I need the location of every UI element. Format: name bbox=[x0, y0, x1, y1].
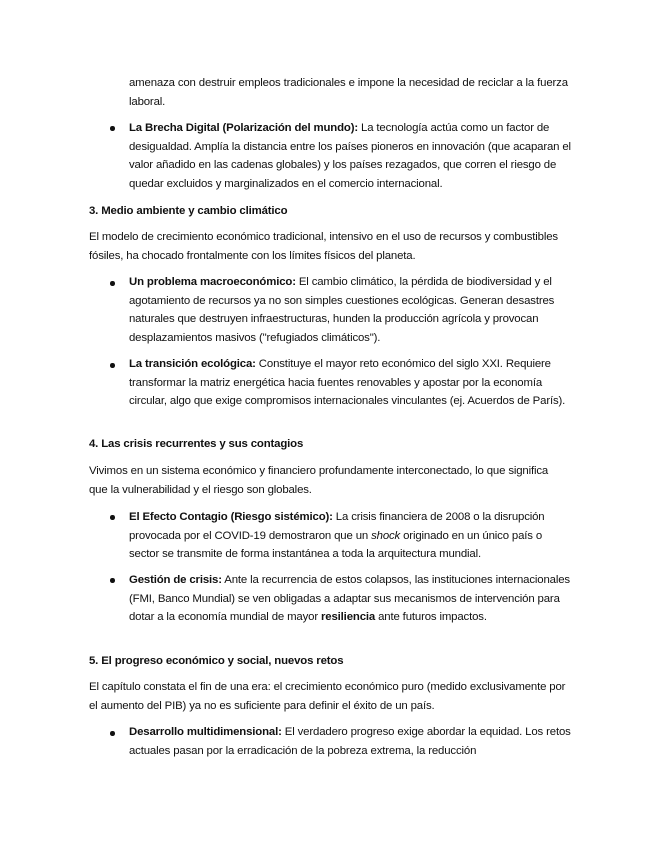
bullet-icon bbox=[110, 731, 115, 736]
bullet-gestion-crisis: Gestión de crisis: Ante la recurrencia de estos colapsos, las instituciones internacionales (FMI, Banco Mundial) se ven obligadas a adaptar sus mecanismos de intervención para dotar a la economía mundial de mayor resiliencia ante futuros impactos. bbox=[129, 574, 570, 624]
bullet-problema-macroeconomico: Un problema macroeconómico: El cambio climático, la pérdida de biodiversidad y el agotamiento de recursos ya no son simples cuestiones ecológicas. Generan desastres naturales que destruyen infraestructuras, hunden la producción agrícola y provocan desplazamientos masivos ("refugiados climáticos"). bbox=[129, 276, 555, 344]
section-3-heading: 3. Medio ambiente y cambio climático bbox=[89, 205, 288, 217]
bullet-icon bbox=[110, 363, 115, 368]
bullet-transicion-ecologica: La transición ecológica: Constituye el mayor reto económico del siglo XXI. Requiere transformar la matriz energética hacia fuentes renovables y apostar por la economía circular, algo que exige compromisos internacionales vinculantes (ej. Acuerdos de París). bbox=[129, 358, 566, 408]
section-4-heading: 4. Las crisis recurrentes y sus contagios bbox=[89, 438, 304, 450]
section-4-intro: Vivimos en un sistema económico y financiero profundamente interconectado, lo que significa que la vulnerabilidad y el riesgo son globales. bbox=[89, 465, 549, 496]
section-5-intro: El capítulo constata el fin de una era: el crecimiento económico puro (medido exclusivamente por el aumento del PIB) ya no es suficiente para definir el éxito de un país. bbox=[89, 681, 566, 712]
section-5-heading: 5. El progreso económico y social, nuevos retos bbox=[89, 655, 344, 667]
bullet-desarrollo-multidimensional: Desarrollo multidimensional: El verdadero progreso exige abordar la equidad. Los retos actuales pasan por la erradicación de la pobreza extrema, la reducción bbox=[129, 726, 571, 757]
bullet-brecha-digital: La Brecha Digital (Polarización del mundo): La tecnología actúa como un factor de desigualdad. Amplía la distancia entre los países pioneros en innovación (que acaparan el valor añadido en las cadenas globales) y los países rezagados, que corren el riesgo de quedar excluidos y marginalizados en el comercio internacional. bbox=[129, 122, 571, 190]
continuation-text: amenaza con destruir empleos tradicionales e impone la necesidad de reciclar a la fuerza laboral. bbox=[129, 77, 568, 108]
bullet-efecto-contagio: El Efecto Contagio (Riesgo sistémico): La crisis financiera de 2008 o la disrupción provocada por el COVID-19 demostraron que un shock originado en un único país o sector se transmite de forma instantánea a toda la arquitectura mundial. bbox=[129, 511, 545, 561]
section-3-intro: El modelo de crecimiento económico tradicional, intensivo en el uso de recursos y combustibles fósiles, ha chocado frontalmente con los límites físicos del planeta. bbox=[89, 231, 558, 262]
bullet-icon bbox=[110, 515, 115, 520]
bullet-icon bbox=[110, 281, 115, 286]
bullet-icon bbox=[110, 126, 115, 131]
bullet-icon bbox=[110, 578, 115, 583]
